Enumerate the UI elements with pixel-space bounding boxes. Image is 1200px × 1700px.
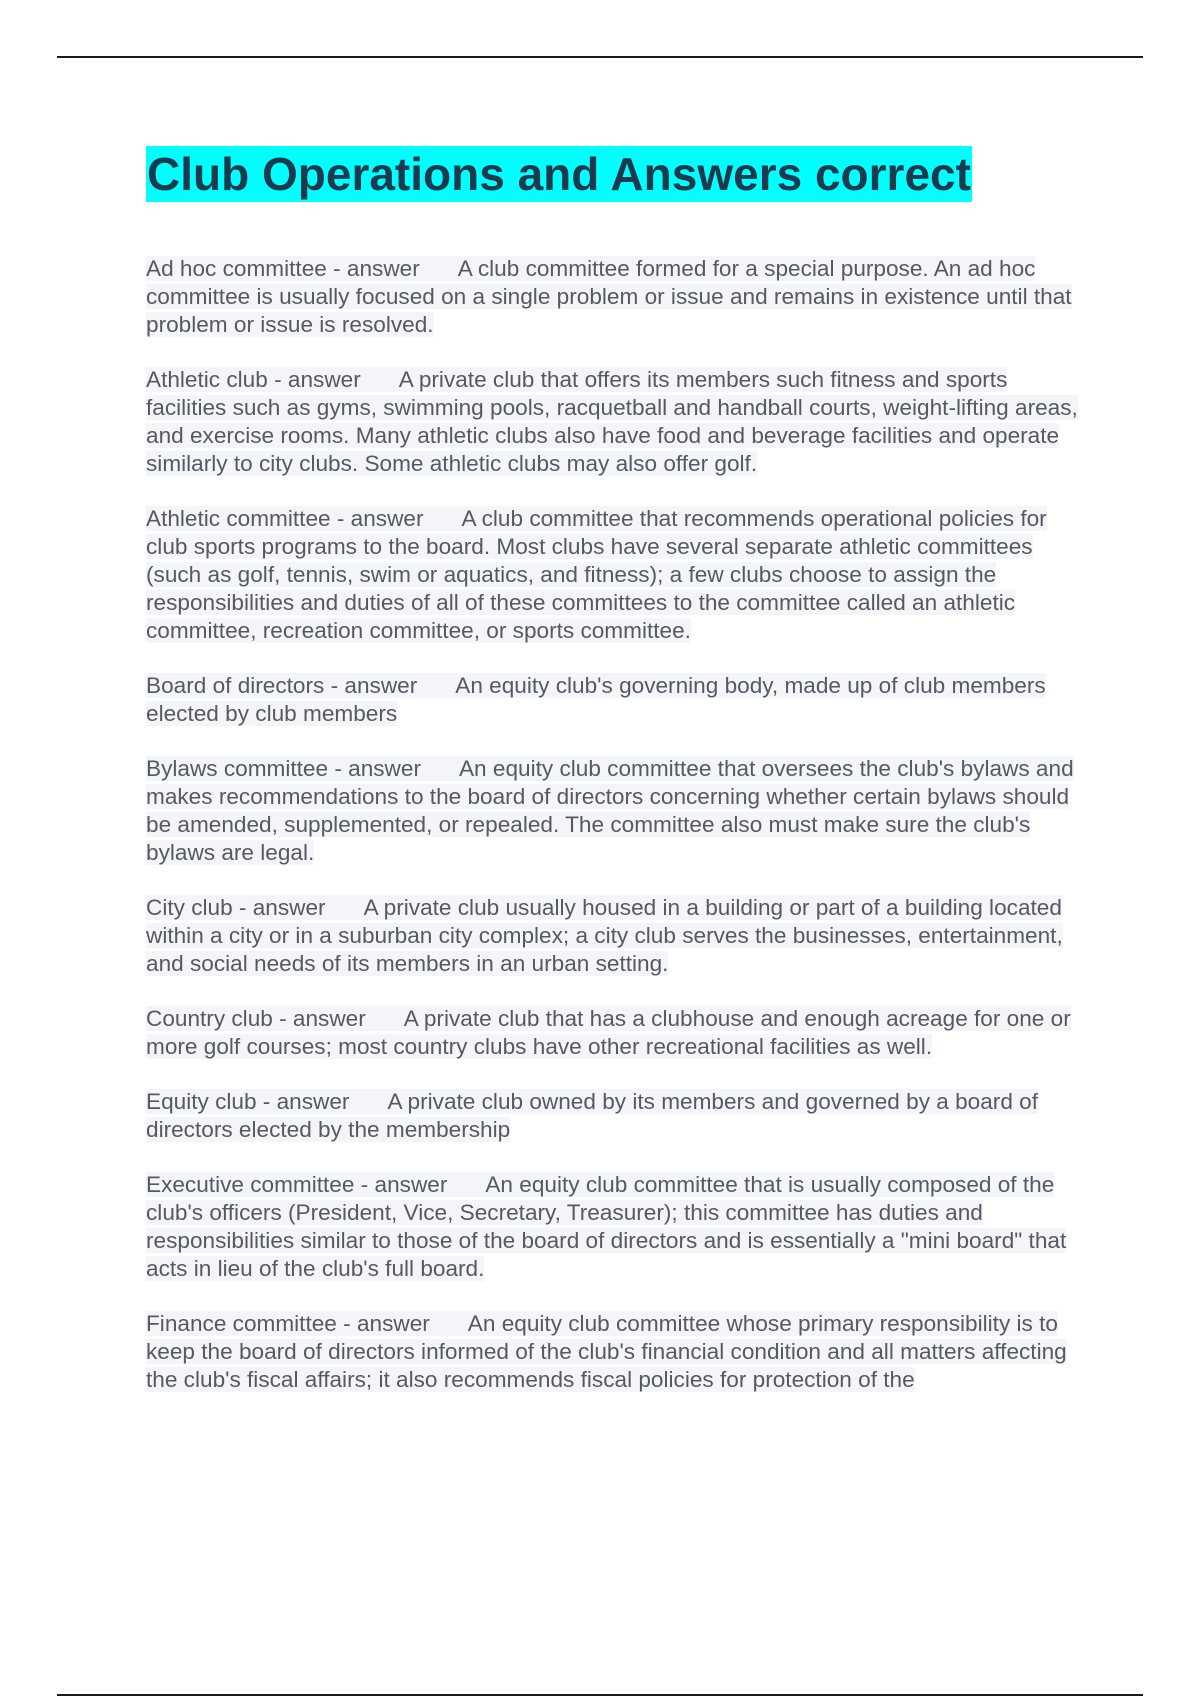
entry-definition: An equity club's governing body, made up of club members elected by club members bbox=[146, 673, 1046, 726]
glossary-entry bbox=[146, 505, 1091, 645]
glossary-entry bbox=[146, 672, 1091, 728]
entry-definition: A private club that has a clubhouse and enough acreage for one or more golf courses; most country clubs have other recreational facilities as well. bbox=[146, 1006, 1071, 1059]
entry-term: Executive committee - answer bbox=[146, 1172, 448, 1197]
entry-term: Country club - answer bbox=[146, 1006, 366, 1031]
entry-term: Ad hoc committee - answer bbox=[146, 256, 420, 281]
entry-definition: A club committee that recommends operational policies for club sports programs to the board. Most clubs have several separate athletic committees (such as golf, tennis, swim or aquatics, and fitness); a few clubs choose to assign the responsibilities and duties of all of these committees to the committee called an athletic committee, recreation committee, or sports committee. bbox=[146, 506, 1047, 643]
entry-term: City club - answer bbox=[146, 895, 326, 920]
bottom-rule bbox=[57, 1694, 1143, 1696]
entry-definition: An equity club committee whose primary responsibility is to keep the board of directors informed of the club's financial condition and all matters affecting the club's fiscal affairs; it also recommends fiscal policies for protection of the bbox=[146, 1311, 1067, 1392]
page-title: Club Operations and Answers correct bbox=[147, 148, 971, 200]
glossary-entry bbox=[146, 1005, 1091, 1061]
title-block bbox=[146, 146, 972, 202]
entry-definition: A club committee formed for a special purpose. An ad hoc committee is usually focused on a single problem or issue and remains in existence until that problem or issue is resolved. bbox=[146, 256, 1072, 337]
entry-term: Finance committee - answer bbox=[146, 1311, 430, 1336]
entry-definition: A private club usually housed in a building or part of a building located within a city or in a suburban city complex; a city club serves the businesses, entertainment, and social needs of its members in an urban setting. bbox=[146, 895, 1063, 976]
entry-definition: A private club that offers its members such fitness and sports facilities such as gyms, swimming pools, racquetball and handball courts, weight-lifting areas, and exercise rooms. Many athletic clubs also have food and beverage facilities and operate similarly to city clubs. Some athletic clubs may also offer golf. bbox=[146, 367, 1078, 476]
entry-term: Athletic club - answer bbox=[146, 367, 361, 392]
glossary-entry bbox=[146, 255, 1091, 339]
entry-term: Bylaws committee - answer bbox=[146, 756, 421, 781]
entry-term: Board of directors - answer bbox=[146, 673, 418, 698]
entry-term: Equity club - answer bbox=[146, 1089, 350, 1114]
glossary-entry bbox=[146, 1310, 1091, 1394]
glossary-entry bbox=[146, 1171, 1091, 1283]
entry-definition: A private club owned by its members and governed by a board of directors elected by the membership bbox=[146, 1089, 1039, 1142]
entry-definition: An equity club committee that is usually composed of the club's officers (President, Vice, Secretary, Treasurer); this committee has duties and responsibilities similar to those of the board of directors and is essentially a "mini board" that acts in lieu of the club's full board. bbox=[146, 1172, 1067, 1281]
glossary-entry bbox=[146, 1088, 1091, 1144]
glossary-entry bbox=[146, 894, 1091, 978]
glossary-list bbox=[146, 255, 1091, 1421]
glossary-entry bbox=[146, 366, 1091, 478]
glossary-entry bbox=[146, 755, 1091, 867]
entry-term: Athletic committee - answer bbox=[146, 506, 424, 531]
top-rule bbox=[57, 56, 1143, 58]
entry-definition: An equity club committee that oversees the club's bylaws and makes recommendations to the board of directors concerning whether certain bylaws should be amended, supplemented, or repealed. The committee also must make sure the club's bylaws are legal. bbox=[146, 756, 1074, 865]
